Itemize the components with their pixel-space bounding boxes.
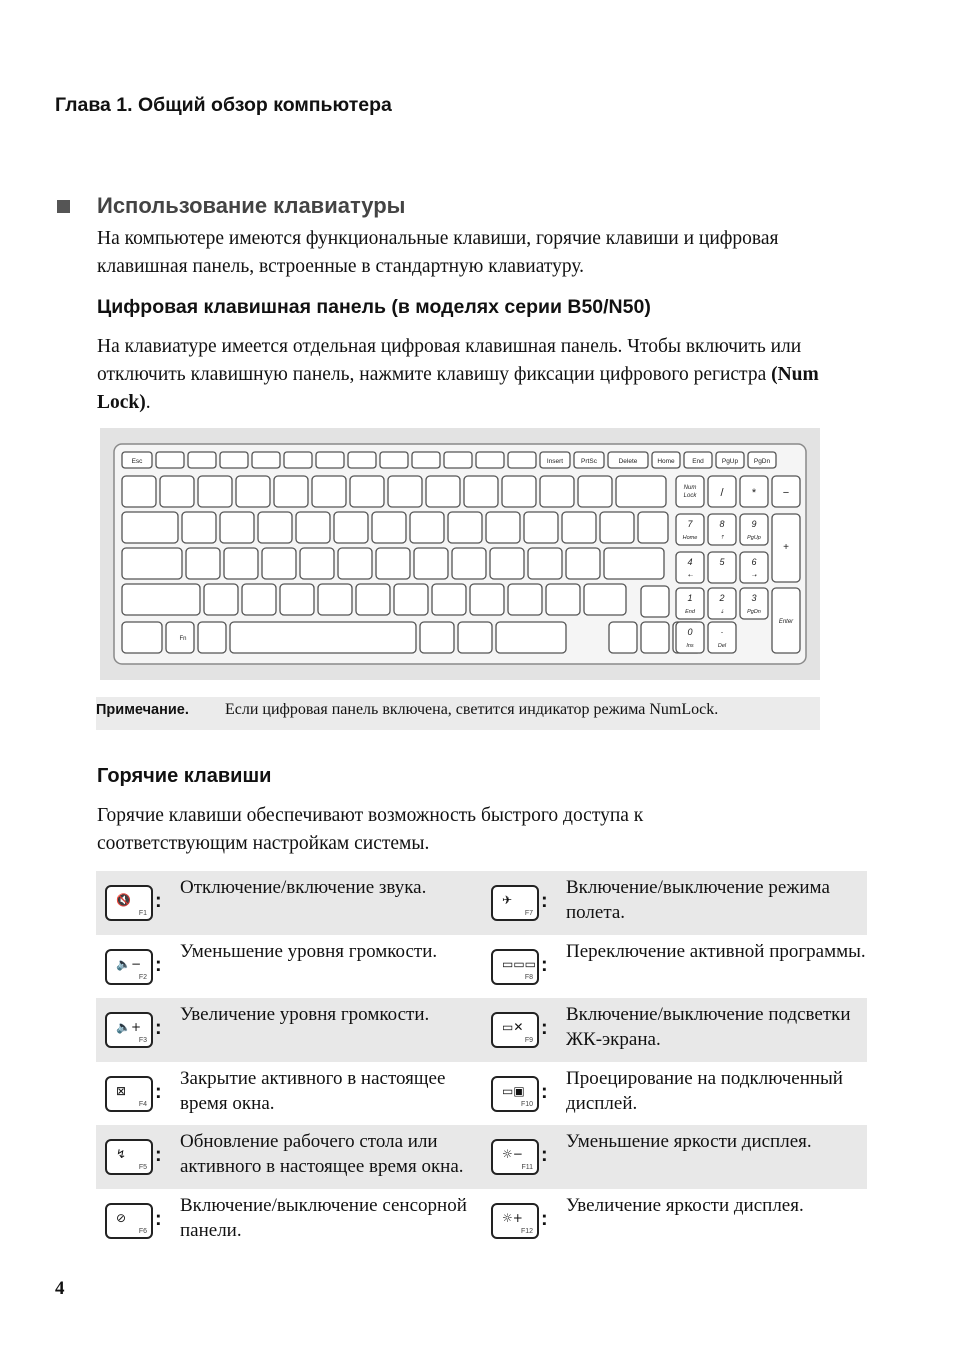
keyboard-key	[410, 512, 444, 543]
numpad-digit-sub: Del	[717, 643, 727, 649]
function-key	[348, 452, 376, 468]
numpad-digit: 2	[719, 593, 725, 603]
hotkey-colon: :	[155, 1144, 162, 1166]
hotkey-keycap	[491, 949, 539, 985]
hotkey-row	[96, 1189, 867, 1253]
keyboard-key	[334, 512, 368, 543]
keyboard-key	[274, 476, 308, 507]
keyboard-key	[604, 548, 664, 579]
hotkey-fn-label: F4	[138, 1100, 147, 1108]
hotkey-keycap	[105, 885, 153, 921]
numpad-symbol-label: /	[720, 487, 724, 499]
arrow-down-key	[641, 622, 669, 653]
section-title: Использование клавиатуры	[97, 193, 406, 218]
hotkey-fn-label: F11	[521, 1164, 533, 1171]
keyboard-key	[350, 476, 384, 507]
hotkey-icon: ⊠	[116, 1083, 127, 1098]
keyboard-key	[394, 584, 428, 615]
hotkey-icon: ▭▣	[502, 1083, 525, 1098]
numpad-digit-sub: ⇡	[719, 535, 725, 541]
keyboard-key	[198, 476, 232, 507]
keyboard-svg	[100, 428, 820, 680]
keyboard-key	[528, 548, 562, 579]
hotkey-colon: :	[155, 1080, 162, 1103]
hotkey-icon: ▭▭▭	[502, 956, 537, 971]
hotkey-description: Включение/выключение сенсорной панели.	[180, 1194, 467, 1241]
hotkey-fn-label: F12	[520, 1227, 533, 1235]
function-key	[252, 452, 280, 468]
keyboard-key	[388, 476, 422, 507]
hotkey-fn-label: F10	[520, 1100, 533, 1108]
hotkey-fn-label: F9	[524, 1037, 533, 1044]
keyboard-key	[452, 548, 486, 579]
keyboard-key	[432, 584, 466, 615]
keyboard-key	[414, 548, 448, 579]
keyboard-key	[470, 584, 504, 615]
hotkey-icon: 🔇	[116, 893, 131, 907]
keyboard-key	[122, 548, 182, 579]
hotkey-colon: :	[541, 890, 548, 912]
section-intro: На компьютере имеются функциональные клавиши, горячие клавиши и цифровая клавишная панель, встроенные в стандартную клавиатуру.	[97, 228, 779, 277]
hotkey-icon: 🔈+	[116, 1020, 141, 1034]
keyboard-key	[616, 476, 666, 507]
hotkey-colon: :	[155, 1207, 162, 1230]
function-key-label: Esc	[131, 458, 143, 465]
hotkeys-heading: Горячие клавиши	[97, 765, 272, 787]
hotkey-cell-right	[482, 1189, 867, 1253]
keyboard-key	[186, 548, 220, 579]
hotkey-description: Уменьшение уровня громкости.	[180, 940, 438, 962]
numpad-paragraph	[97, 333, 822, 417]
keyboard-key	[376, 548, 410, 579]
function-key	[316, 452, 344, 468]
hotkey-keycap	[105, 949, 153, 985]
chapter-title: Глава 1. Общий обзор компьютера	[55, 94, 392, 116]
keyboard-key	[546, 584, 580, 615]
keyboard-key	[204, 584, 238, 615]
fn-key-label: Fn	[179, 636, 187, 642]
keyboard-key	[458, 622, 492, 653]
numpad-heading: Цифровая клавишная панель (в моделях серии B50/N50)	[97, 296, 651, 318]
hotkey-keycap	[105, 1139, 153, 1175]
numpad-text: На клавиатуре имеется отдельная цифровая клавишная панель. Чтобы включить или отключить клавишную панель, нажмите клавишу фиксации цифрового регистра	[97, 336, 802, 385]
numlock-key-name: (Num Lock)	[97, 364, 819, 413]
function-key-label: PgUp	[721, 458, 739, 465]
numpad-digit-sub: ⇢	[751, 573, 757, 579]
numpad-digit: 5	[719, 557, 725, 567]
hotkey-cell-left	[96, 935, 482, 999]
hotkey-colon: :	[541, 1080, 548, 1103]
hotkey-description: Уменьшение яркости дисплея.	[566, 1131, 812, 1152]
keyboard-key	[490, 548, 524, 579]
keyboard-key	[258, 512, 292, 543]
hotkey-icon: ⊘	[116, 1210, 127, 1225]
numpad-digit-sub: PgUp	[747, 535, 761, 541]
keyboard-key	[122, 476, 156, 507]
hotkey-description: Закрытие активного в настоящее время окна.	[180, 1067, 446, 1114]
hotkey-keycap	[491, 885, 539, 921]
keyboard-key	[420, 622, 454, 653]
hotkey-colon: :	[541, 1144, 548, 1166]
hotkey-keycap	[105, 1076, 153, 1112]
hotkey-cell-left	[96, 1189, 482, 1253]
function-key	[380, 452, 408, 468]
hotkey-fn-label: F5	[138, 1164, 147, 1171]
hotkey-cell-right	[482, 1125, 867, 1189]
numpad-digit: ·	[720, 627, 724, 637]
numlock-key	[676, 476, 704, 507]
function-key	[156, 452, 184, 468]
hotkey-keycap	[491, 1139, 539, 1175]
hotkey-row	[96, 1062, 867, 1126]
hotkey-cell-left	[96, 998, 482, 1062]
numpad-symbol-label: −	[782, 487, 790, 499]
hotkey-keycap	[491, 1012, 539, 1048]
numpad-symbol-label: *	[751, 487, 757, 499]
hotkey-fn-label: F3	[138, 1037, 147, 1044]
numpad-digit-sub: PgDn	[747, 609, 761, 615]
numpad-digit: 3	[751, 593, 757, 603]
section-bullet-icon	[57, 200, 70, 213]
numpad-digit: 1	[687, 593, 693, 603]
keyboard-key	[566, 548, 600, 579]
function-key	[476, 452, 504, 468]
keyboard-key	[496, 622, 566, 653]
keyboard-key	[356, 584, 390, 615]
hotkey-row	[96, 871, 867, 935]
numpad-digit: 4	[687, 557, 693, 567]
hotkey-fn-label: F7	[524, 910, 533, 917]
keyboard-key	[262, 548, 296, 579]
hotkey-cell-left	[96, 1125, 482, 1189]
hotkey-keycap	[105, 1203, 153, 1239]
keyboard-key	[122, 512, 178, 543]
numpad-digit: 6	[751, 557, 757, 567]
hotkey-cell-right	[482, 998, 867, 1062]
arrow-up-key	[641, 586, 669, 617]
note-box	[96, 697, 820, 730]
keyboard-key	[338, 548, 372, 579]
hotkey-keycap	[491, 1076, 539, 1112]
hotkey-cell-right	[482, 871, 867, 935]
numpad-digit-sub: End	[685, 609, 695, 615]
numpad-digit-sub: Home	[682, 535, 698, 541]
hotkey-icon: ↯	[116, 1147, 127, 1161]
numpad-digit-sub: Ins	[686, 643, 694, 649]
numpad-digit: 9	[751, 519, 757, 529]
hotkey-keycap	[105, 1012, 153, 1048]
keyboard-illustration	[100, 428, 820, 680]
function-key-label: PgDn	[753, 458, 771, 465]
function-key-label: End	[692, 458, 704, 465]
hotkey-fn-label: F8	[524, 973, 533, 981]
function-key-label: Insert	[546, 458, 564, 465]
function-key-label: PrtSc	[581, 458, 597, 465]
function-key	[508, 452, 536, 468]
hotkey-description: Отключение/включение звука.	[180, 877, 427, 898]
keyboard-key	[122, 584, 200, 615]
keyboard-key	[540, 476, 574, 507]
numlock-label: Num	[683, 485, 697, 491]
hotkey-icon: ▭✕	[502, 1020, 524, 1034]
hotkey-row	[96, 998, 867, 1062]
keyboard-key	[230, 622, 416, 653]
numpad-digit-sub: ⇠	[687, 573, 693, 579]
hotkey-colon: :	[155, 953, 162, 976]
hotkeys-intro: Горячие клавиши обеспечивают возможность быстрого доступа к соответствующим настройкам системы.	[97, 805, 644, 854]
keyboard-key	[198, 622, 226, 653]
hotkey-colon: :	[155, 890, 162, 912]
hotkey-description: Увеличение уровня громкости.	[180, 1004, 430, 1025]
numpad-digit: 7	[687, 519, 693, 529]
hotkey-icon: ☼−	[502, 1147, 523, 1161]
hotkey-colon: :	[541, 1207, 548, 1230]
hotkey-icon: 🔈−	[116, 956, 141, 971]
keyboard-key	[280, 584, 314, 615]
keyboard-key	[584, 584, 626, 615]
keyboard-key	[562, 512, 596, 543]
hotkey-fn-label: F1	[138, 910, 147, 917]
keyboard-key	[236, 476, 270, 507]
keyboard-key	[122, 622, 162, 653]
hotkey-fn-label: F6	[138, 1227, 147, 1235]
keyboard-key	[160, 476, 194, 507]
hotkey-keycap	[491, 1203, 539, 1239]
numpad-digit: 0	[687, 627, 693, 637]
function-key	[188, 452, 216, 468]
hotkey-cell-left	[96, 871, 482, 935]
hotkey-row	[96, 935, 867, 999]
numlock-label: Lock	[683, 493, 697, 499]
hotkey-description: Переключение активной программы.	[566, 940, 866, 962]
hotkey-description: Проецирование на подключенный дисплей.	[566, 1067, 843, 1114]
keyboard-key	[372, 512, 406, 543]
keyboard-key	[464, 476, 498, 507]
keyboard-key	[486, 512, 520, 543]
function-key-label: Home	[657, 458, 675, 465]
note-label: Примечание.	[96, 702, 189, 718]
keyboard-key	[242, 584, 276, 615]
hotkey-cell-right	[482, 1062, 867, 1126]
keyboard-key	[426, 476, 460, 507]
keyboard-key	[508, 584, 542, 615]
hotkey-description: Обновление рабочего стола или активного в настоящее время окна.	[180, 1131, 464, 1177]
function-key	[444, 452, 472, 468]
keyboard-key	[318, 584, 352, 615]
hotkey-row	[96, 1125, 867, 1189]
function-key	[220, 452, 248, 468]
hotkey-colon: :	[155, 1017, 162, 1039]
numpad-plus-label: +	[783, 542, 789, 553]
function-key	[284, 452, 312, 468]
keyboard-key	[524, 512, 558, 543]
hotkey-description: Включение/выключение режима полета.	[566, 877, 830, 923]
keyboard-key	[638, 512, 668, 543]
note-text: Если цифровая панель включена, светится индикатор режима NumLock.	[225, 701, 719, 718]
function-key	[412, 452, 440, 468]
keyboard-key	[224, 548, 258, 579]
keyboard-key	[502, 476, 536, 507]
hotkey-description: Увеличение яркости дисплея.	[566, 1194, 804, 1216]
numpad-text-end: .	[145, 392, 151, 413]
hotkey-icon: ✈	[502, 893, 513, 907]
numpad-digit: 8	[719, 519, 725, 529]
hotkeys-table	[96, 871, 867, 1252]
numpad-digit-sub: ⇣	[719, 609, 725, 615]
arrow-left-key	[609, 622, 637, 653]
hotkey-icon: ☼+	[502, 1210, 523, 1225]
keyboard-key	[578, 476, 612, 507]
keyboard-key	[296, 512, 330, 543]
hotkey-fn-label: F2	[138, 973, 147, 981]
numpad-enter-label: Enter	[778, 619, 794, 625]
keyboard-key	[312, 476, 346, 507]
page-number: 4	[55, 1278, 65, 1299]
keyboard-key	[182, 512, 216, 543]
hotkey-colon: :	[541, 953, 548, 976]
keyboard-key	[300, 548, 334, 579]
keyboard-key	[220, 512, 254, 543]
hotkey-colon: :	[541, 1017, 548, 1039]
hotkey-cell-right	[482, 935, 867, 999]
keyboard-key	[600, 512, 634, 543]
hotkey-description: Включение/выключение подсветки ЖК-экрана.	[566, 1004, 851, 1050]
function-key-label: Delete	[618, 458, 638, 465]
hotkey-cell-left	[96, 1062, 482, 1126]
keyboard-key	[448, 512, 482, 543]
